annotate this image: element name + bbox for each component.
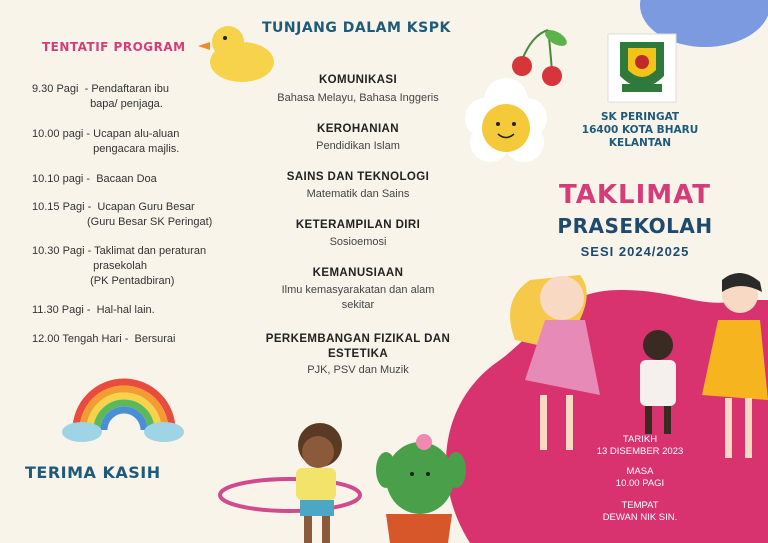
tunjang-heading: KETERAMPILAN DIRI bbox=[295, 219, 421, 231]
tunjang-heading: KOMUNIKASI bbox=[318, 74, 398, 86]
program-item: 12.00 Tengah Hari - Bersurai bbox=[32, 333, 176, 345]
time-label: MASA bbox=[626, 466, 654, 477]
closing-text: TERIMA KASIH bbox=[25, 463, 161, 482]
tunjang-subject: Bahasa Melayu, Bahasa Inggeris bbox=[277, 92, 439, 104]
time-value: 10.00 PAGI bbox=[615, 478, 665, 489]
tunjang-heading: KEROHANIAN bbox=[317, 123, 399, 135]
tunjang-subject: Sosioemosi bbox=[329, 236, 387, 248]
program-item: 10.00 pagi - Ucapan alu-aluan pengacara majlis. bbox=[32, 128, 180, 155]
tunjang-subject: Matematik dan Sains bbox=[306, 188, 410, 200]
school-name: SK PERINGAT bbox=[600, 111, 680, 123]
tunjang-heading: PERKEMBANGAN FIZIKAL DAN ESTETIKA bbox=[265, 333, 451, 360]
school-state: KELANTAN bbox=[608, 137, 672, 149]
program-item: 10.30 Pagi - Taklimat dan peraturan prasekolah (PK Pentadbiran) bbox=[32, 245, 207, 287]
hula-hoop-kid-illustration bbox=[220, 423, 360, 543]
rainbow-icon bbox=[62, 382, 184, 442]
subtitle: PRASEKOLAH bbox=[557, 214, 713, 238]
school-crest-logo bbox=[608, 34, 676, 102]
date-label: TARIKH bbox=[622, 434, 658, 445]
session-label: SESI 2024/2025 bbox=[580, 244, 690, 259]
program-item: 10.10 pagi - Bacaan Doa bbox=[32, 173, 157, 185]
tunjang-heading: SAINS DAN TEKNOLOGI bbox=[286, 171, 430, 183]
school-postcode: 16400 KOTA BHARU bbox=[581, 124, 699, 136]
tentatif-title: TENTATIF PROGRAM bbox=[42, 40, 186, 54]
date-value: 13 DISEMBER 2023 bbox=[596, 446, 684, 457]
tunjang-subject: PJK, PSV dan Muzik bbox=[307, 364, 409, 376]
tunjang-title: TUNJANG DALAM KSPK bbox=[262, 20, 451, 36]
main-title: TAKLIMAT bbox=[559, 180, 711, 210]
program-item: 10.15 Pagi - Ucapan Guru Besar (Guru Besar SK Peringat) bbox=[32, 201, 213, 228]
tunjang-subject: Pendidikan Islam bbox=[316, 140, 400, 152]
cherry-icon bbox=[512, 27, 569, 86]
program-item: 9.30 Pagi - Pendaftaran ibu bapa/ penjaga. bbox=[32, 83, 169, 110]
place-label: TEMPAT bbox=[621, 500, 659, 511]
tunjang-subject: Ilmu kemasyarakatan dan alam sekitar bbox=[281, 284, 435, 311]
tunjang-heading: KEMANUSIAAN bbox=[312, 267, 404, 279]
place-value: DEWAN NIK SIN. bbox=[602, 512, 678, 523]
program-item: 11.30 Pagi - Hal-hal lain. bbox=[32, 304, 155, 316]
